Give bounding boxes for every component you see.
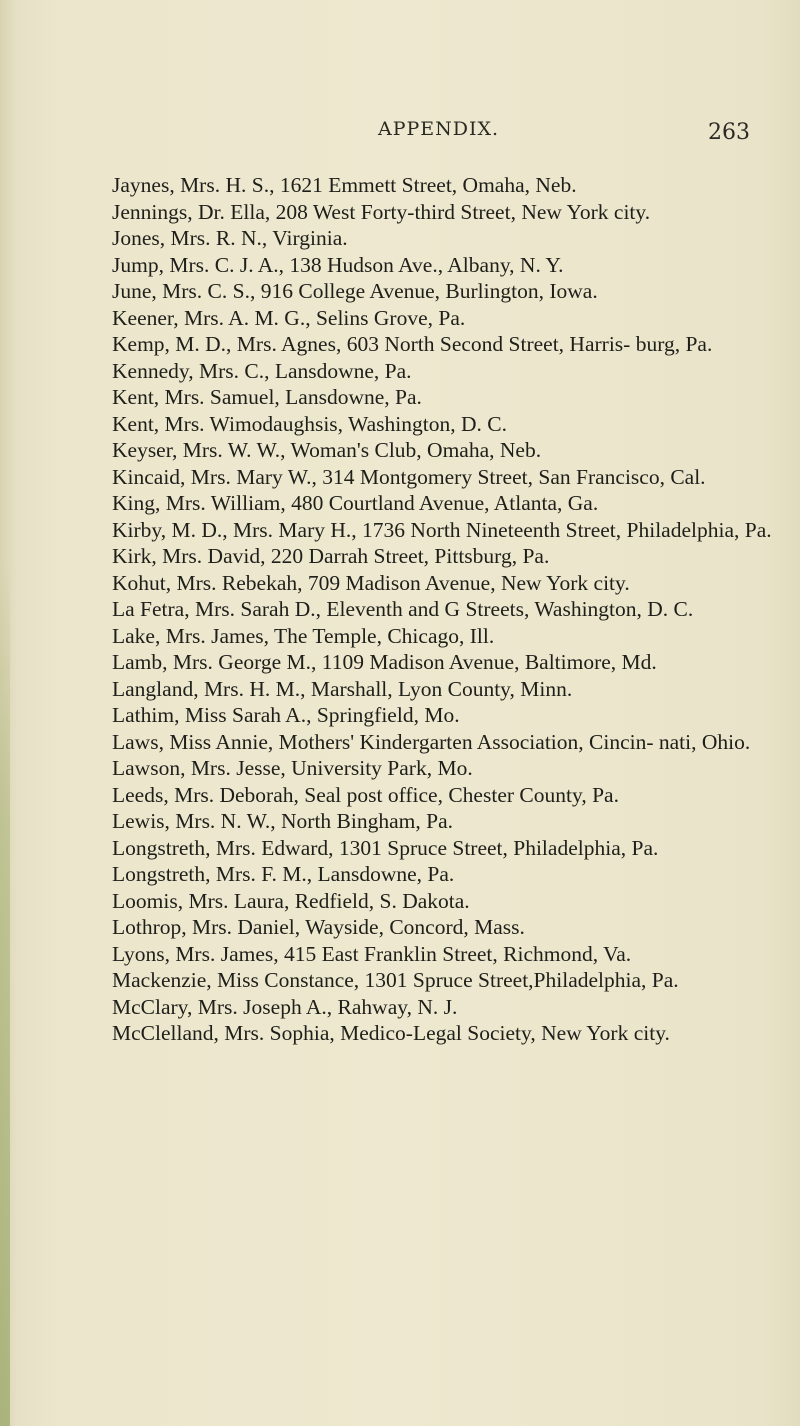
directory-entry: McClelland, Mrs. Sophia, Medico-Legal Society, New York city. bbox=[112, 1021, 670, 1045]
directory-entry: Kent, Mrs. Samuel, Lansdowne, Pa. bbox=[112, 385, 422, 409]
directory-entry: Lathim, Miss Sarah A., Springfield, Mo. bbox=[112, 703, 460, 727]
directory-entry: La Fetra, Mrs. Sarah D., Eleventh and G Streets, Washington, D. C. bbox=[112, 597, 694, 621]
directory-entry: Kincaid, Mrs. Mary W., 314 Montgomery Street, San Francisco, Cal. bbox=[112, 464, 706, 489]
directory-entry: Kirby, M. D., Mrs. Mary H., 1736 North Nineteenth Street, Philadelphia, Pa. bbox=[112, 517, 772, 542]
directory-list bbox=[112, 172, 772, 1047]
directory-entry: Mackenzie, Miss Constance, 1301 Spruce Street,Philadelphia, Pa. bbox=[112, 968, 679, 992]
directory-entry: Kent, Mrs. Wimodaughsis, Washington, D. C. bbox=[112, 411, 507, 436]
directory-entry: Jump, Mrs. C. J. A., 138 Hudson Ave., Albany, N. Y. bbox=[112, 252, 564, 277]
directory-entry: Jones, Mrs. R. N., Virginia. bbox=[112, 226, 348, 250]
binding-edge-stain bbox=[0, 560, 10, 1426]
directory-entry: Jennings, Dr. Ella, 208 West Forty-third Street, New York city. bbox=[112, 199, 651, 224]
directory-entry: Kirk, Mrs. David, 220 Darrah Street, Pittsburg, Pa. bbox=[112, 544, 550, 568]
directory-entry: Lawson, Mrs. Jesse, University Park, Mo. bbox=[112, 756, 473, 780]
page-number: 263 bbox=[708, 120, 750, 145]
directory-entry: Keener, Mrs. A. M. G., Selins Grove, Pa. bbox=[112, 305, 466, 330]
directory-entry: Laws, Miss Annie, Mothers' Kindergarten Association, Cincin- nati, Ohio. bbox=[112, 729, 751, 754]
directory-entry: Longstreth, Mrs. F. M., Lansdowne, Pa. bbox=[112, 862, 455, 886]
directory-entry: Langland, Mrs. H. M., Marshall, Lyon County, Minn. bbox=[112, 676, 573, 701]
directory-entry: Lake, Mrs. James, The Temple, Chicago, Ill. bbox=[112, 623, 495, 648]
directory-entry: Lamb, Mrs. George M., 1109 Madison Avenue, Baltimore, Md. bbox=[112, 650, 657, 674]
directory-entry: Lothrop, Mrs. Daniel, Wayside, Concord, Mass. bbox=[112, 915, 525, 939]
directory-entry: Jaynes, Mrs. H. S., 1621 Emmett Street, Omaha, Neb. bbox=[112, 173, 577, 197]
directory-entry: Leeds, Mrs. Deborah, Seal post office, Chester County, Pa. bbox=[112, 782, 619, 807]
directory-entry: Kohut, Mrs. Rebekah, 709 Madison Avenue, New York city. bbox=[112, 570, 630, 595]
directory-entry: Keyser, Mrs. W. W., Woman's Club, Omaha, Neb. bbox=[112, 438, 542, 462]
directory-entry: Lyons, Mrs. James, 415 East Franklin Street, Richmond, Va. bbox=[112, 941, 632, 966]
directory-entry: Kemp, M. D., Mrs. Agnes, 603 North Second Street, Harris- burg, Pa. bbox=[112, 332, 713, 356]
directory-entry: Loomis, Mrs. Laura, Redfield, S. Dakota. bbox=[112, 888, 470, 913]
page-header bbox=[0, 118, 800, 158]
directory-entry: King, Mrs. William, 480 Courtland Avenue, Atlanta, Ga. bbox=[112, 491, 599, 515]
directory-entry: Lewis, Mrs. N. W., North Bingham, Pa. bbox=[112, 809, 454, 833]
directory-entry: June, Mrs. C. S., 916 College Avenue, Burlington, Iowa. bbox=[112, 279, 598, 303]
directory-entry: Longstreth, Mrs. Edward, 1301 Spruce Street, Philadelphia, Pa. bbox=[112, 835, 659, 860]
directory-entry: Kennedy, Mrs. C., Lansdowne, Pa. bbox=[112, 358, 412, 383]
directory-entry: McClary, Mrs. Joseph A., Rahway, N. J. bbox=[112, 994, 458, 1019]
running-head: APPENDIX. bbox=[378, 118, 500, 140]
